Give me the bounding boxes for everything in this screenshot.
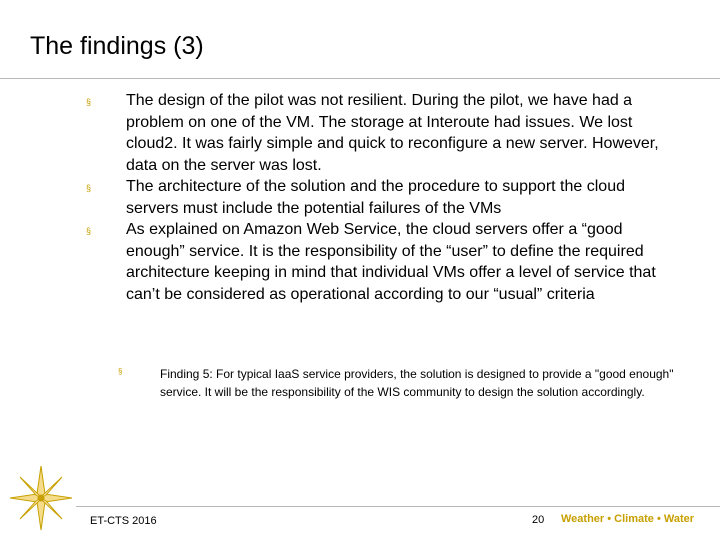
bullet-text: As explained on Amazon Web Service, the cloud servers offer a “good enough” service. It is the responsibility of the “user” to define the required architecture keeping in mind that individual VMs offer a level of service that can’t be considered as operational according to our “usual” criteria [126, 221, 656, 303]
finding-note [118, 366, 690, 401]
page-number: 20 [532, 514, 545, 526]
slide-title: The findings (3) [30, 32, 204, 60]
finding-marker: § [118, 367, 123, 376]
title-divider [0, 78, 720, 79]
bullet-text: The design of the pilot was not resilient. During the pilot, we have had a problem on one of the VM. The storage at Interoute had issues. We lost cloud2. It was fairly simple and quick to reconfigure a new server. However, data on the server was lost. [126, 92, 659, 174]
bullet-marker: § [86, 183, 92, 193]
bullet-item [86, 90, 666, 176]
footer-divider [76, 506, 720, 507]
footer-event: ET-CTS 2016 [90, 515, 157, 527]
finding-text: Finding 5: For typical IaaS service providers, the solution is designed to provide a "good enough" service. It will be the responsibility of the WIS community to design the solution accordingly. [160, 367, 674, 399]
bullet-list [86, 90, 666, 305]
bullet-text: The architecture of the solution and the procedure to support the cloud servers must include the potential failures of the VMs [126, 178, 625, 217]
brand-tagline: Weather • Climate • Water [561, 513, 695, 525]
bullet-item [86, 219, 666, 305]
bullet-marker: § [86, 226, 92, 236]
bullet-marker: § [86, 97, 92, 107]
bullet-item [86, 176, 666, 219]
compass-star-icon [6, 462, 76, 534]
